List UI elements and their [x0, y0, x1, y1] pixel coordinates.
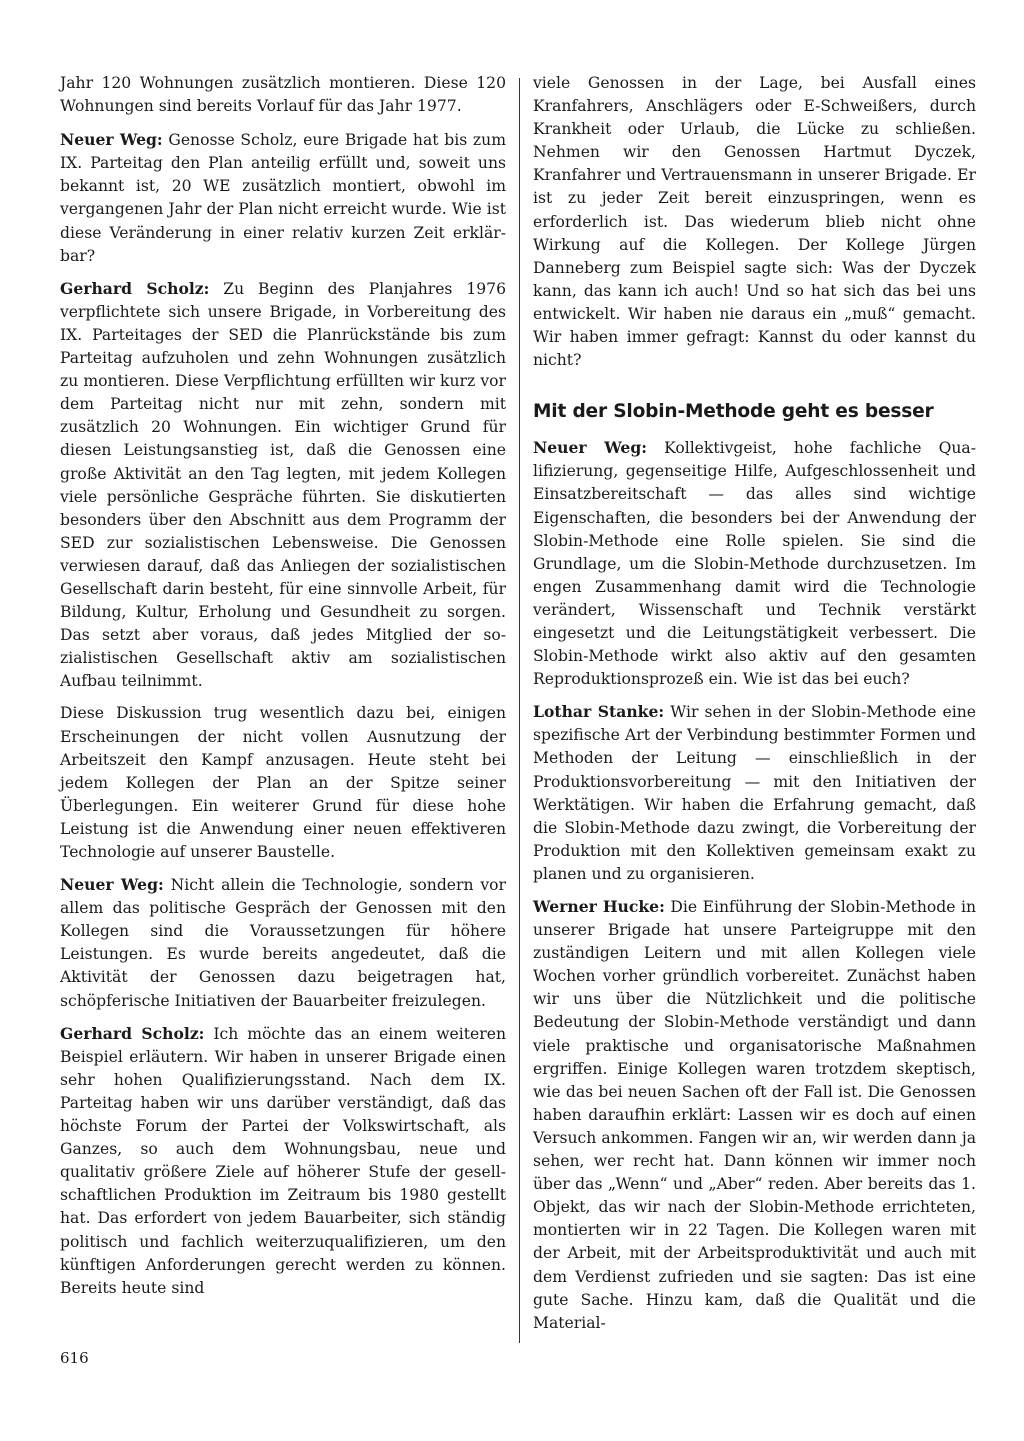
paragraph: [60, 702, 506, 864]
paragraph: [533, 436, 976, 691]
paragraph: [60, 277, 506, 694]
paragraph: [533, 700, 976, 886]
paragraph-text: Nicht allein die Technologie, sondern vor allem das politische Gespräch der Genossen mit den Kollegen sind die Voraussetzungen für höhere Leistungen. Es wurde bereits angedeutet, daß die Aktivität der Genossen dazu beigetragen hat, schöpferische Initiativen der Bauarbeiter freizulegen.: [60, 876, 506, 1010]
speaker-name: Gerhard Scholz:: [60, 1023, 205, 1043]
paragraph: [533, 72, 976, 372]
speaker-name: Gerhard Scholz:: [60, 278, 210, 298]
paragraph-text: Diese Diskussion trug wesentlich dazu bei, einigen Erscheinungen der nicht vollen Ausnutzung der Arbeitszeit den Kampf anzusagen. Heute steht bei jedem Kollegen der Plan an der Spitze seiner Überlegungen. Ein weiterer Grund für diese hohe Leistung ist die Anwendung einer neuen effektiveren Technologie auf unserer Baustelle.: [60, 704, 506, 861]
paragraph-text: Ich möchte das an einem weiteren Beispiel erläutern. Wir haben in unserer Brigade einen sehr hohen Qualifizierungsstand. Nach dem IX. Parteitag haben wir uns darüber verständigt, daß das höchste Forum der Partei der Volkswirtschaft, als Ganzes, so auch dem Wohnungsbau, neue und qualitativ größere Ziele auf höherer Stufe der gesellschaftlichen Produktion im Zeitraum bis 1980 gestellt hat. Das erfordert von jedem Bauarbeiter, sich ständig politisch und fachlich weiterzuqualifizieren, um den künftigen Anforderungen gerecht werden zu können. Bereits heute sind: [60, 1024, 506, 1297]
paragraph-text: viele Genossen in der Lage, bei Ausfall eines Kranfahrers, Anschlägers oder E-Schweißers, durch Krankheit oder Urlaub, die Lücke zu schließen. Nehmen wir den Genossen Hartmut Dyczek, Kranfahrer und Vertrauensmann in unserer Brigade. Er ist zu jeder Zeit bereit einzuspringen, wenn es erforderlich ist. Das wiederum blieb nicht ohne Wirkung auf die Kollegen. Der Kollege Jürgen Danneberg zum Beispiel sagte sich: Was der Dyczek kann, das kann ich auch! Und so hat sich das bei uns entwickelt. Wir haben nie daraus ein „muß“ gemacht. Wir haben immer gefragt: Kannst du oder kannst du nicht?: [533, 74, 976, 370]
right-column: [533, 72, 976, 1344]
paragraph-text: Zu Beginn des Planjahres 1976 verpflichtete sich unsere Brigade, in Vorbereitung des IX. Parteitages der SED die Planrückstände bis zum Parteitag aufzuholen und zehn Wohnungen zusätzlich zu montieren. Diese Verpflichtung erfüllten wir kurz vor dem Parteitag nicht nur mit zehn, sondern mit zusätzlich 20 Wohnungen. Ein wichtiger Grund für diesen Leistungsanstieg ist, daß die Genossen eine große Aktivität an den Tag legten, mit jedem Kollegen viele persönliche Gespräche führten. Sie diskutierten besonders über den Abschnitt aus dem Programm der SED zur sozialistischen Lebensweise. Die Genossen verwiesen darauf, daß das Anliegen der sozialistischen Gesellschaft darin besteht, für eine sinnvolle Arbeit, für Bildung, Kultur, Erholung und Gesundheit zu sorgen. Das setzt aber voraus, daß jedes Mitglied der sozialistischen Gesellschaft aktiv am sozialistischen Aufbau teilnimmt.: [60, 279, 506, 691]
paragraph-text: Wir sehen in der Slobin-Methode eine spezifische Art der Verbindung bestimmter Formen und Methoden der Leitung — einschließlich in der Produktionsvorbereitung — mit den Initiativen der Werktätigen. Wir haben die Erfahrung gemacht, daß die Slobin-Methode dazu zwingt, die Vorbereitung der Produktion mit den Kollektiven gemeinsam exakt zu planen und zu organisieren.: [533, 703, 976, 883]
paragraph: [60, 72, 506, 118]
speaker-name: Neuer Weg:: [60, 130, 163, 150]
speaker-name: Lothar Stanke:: [533, 702, 665, 722]
paragraph-text: Die Einführung der Slobin-Methode in unserer Brigade hat unsere Parteigruppe mit den zuständigen Leitern und mit allen Kollegen viele Wochen vorher gründlich vorbereitet. Zunächst haben wir uns über die Nützlichkeit und die politische Bedeutung der Slobin-Methode verständigt und dann viele praktische und organisatorische Maßnahmen ergriffen. Einige Kollegen waren trotzdem skeptisch, wie das bei neuen Sachen oft der Fall ist. Die Genossen haben daraufhin erklärt: Lassen wir es doch auf einen Versuch ankommen. Fangen wir an, wir werden dann ja sehen, wer recht hat. Dann können wir immer noch über das „Wenn“ und „Aber“ reden. Aber bereits das 1. Objekt, das wir nach der Slobin-Methode errichteten, montierten wir in 22 Tagen. Die Kollegen waren mit der Arbeit, mit der Arbeitsproduktivität und auch mit dem Verdienst zufrieden und sie sagten: Das ist eine gute Sache. Hinzu kam, daß die Qualität und die Material-: [533, 898, 976, 1332]
paragraph-text: Jahr 120 Wohnungen zusätzlich montieren. Diese 120 Wohnungen sind bereits Vorlauf für das Jahr 1977.: [60, 74, 506, 116]
paragraph-text: Genosse Scholz, eure Brigade hat bis zum IX. Parteitag den Plan anteilig erfüllt und, soweit uns bekannt ist, 20 WE zusätzlich montiert, obwohl im vergangenen Jahr der Plan nicht erreicht wurde. Wie ist diese Veränderung in einer relativ kurzen Zeit erklärbar?: [60, 131, 506, 265]
paragraph: [60, 128, 506, 268]
section-heading: Mit der Slobin-Methode geht es besser: [533, 401, 934, 423]
speaker-name: Neuer Weg:: [533, 438, 648, 458]
paragraph: [60, 1022, 506, 1300]
page-number: 616: [60, 1349, 89, 1367]
column-divider: [519, 78, 520, 1343]
speaker-name: Werner Hucke:: [533, 897, 665, 916]
paragraph: [60, 873, 506, 1013]
speaker-name: Neuer Weg:: [60, 875, 164, 895]
left-column: [60, 72, 506, 1309]
paragraph-text: Kollektivgeist, hohe fachliche Qualifizierung, gegenseitige Hilfe, Aufgeschlossenheit und Einsatzbereitschaft — das alles sind wichtige Eigenschaften, die besonders bei der Anwendung der Slobin-Methode eine Rolle spielen. Sie sind die Grundlage, um die Slobin-Methode durchzusetzen. Im engen Zusammenhang damit wird die Technologie verändert, Wissenschaft und Technik verstärkt eingesetzt und die Leitungstätigkeit verbessert. Die Slobin-Methode wirkt also aktiv auf den gesamten Reproduktionsprozeß ein. Wie ist das bei euch?: [533, 439, 976, 689]
paragraph: [533, 895, 976, 1335]
